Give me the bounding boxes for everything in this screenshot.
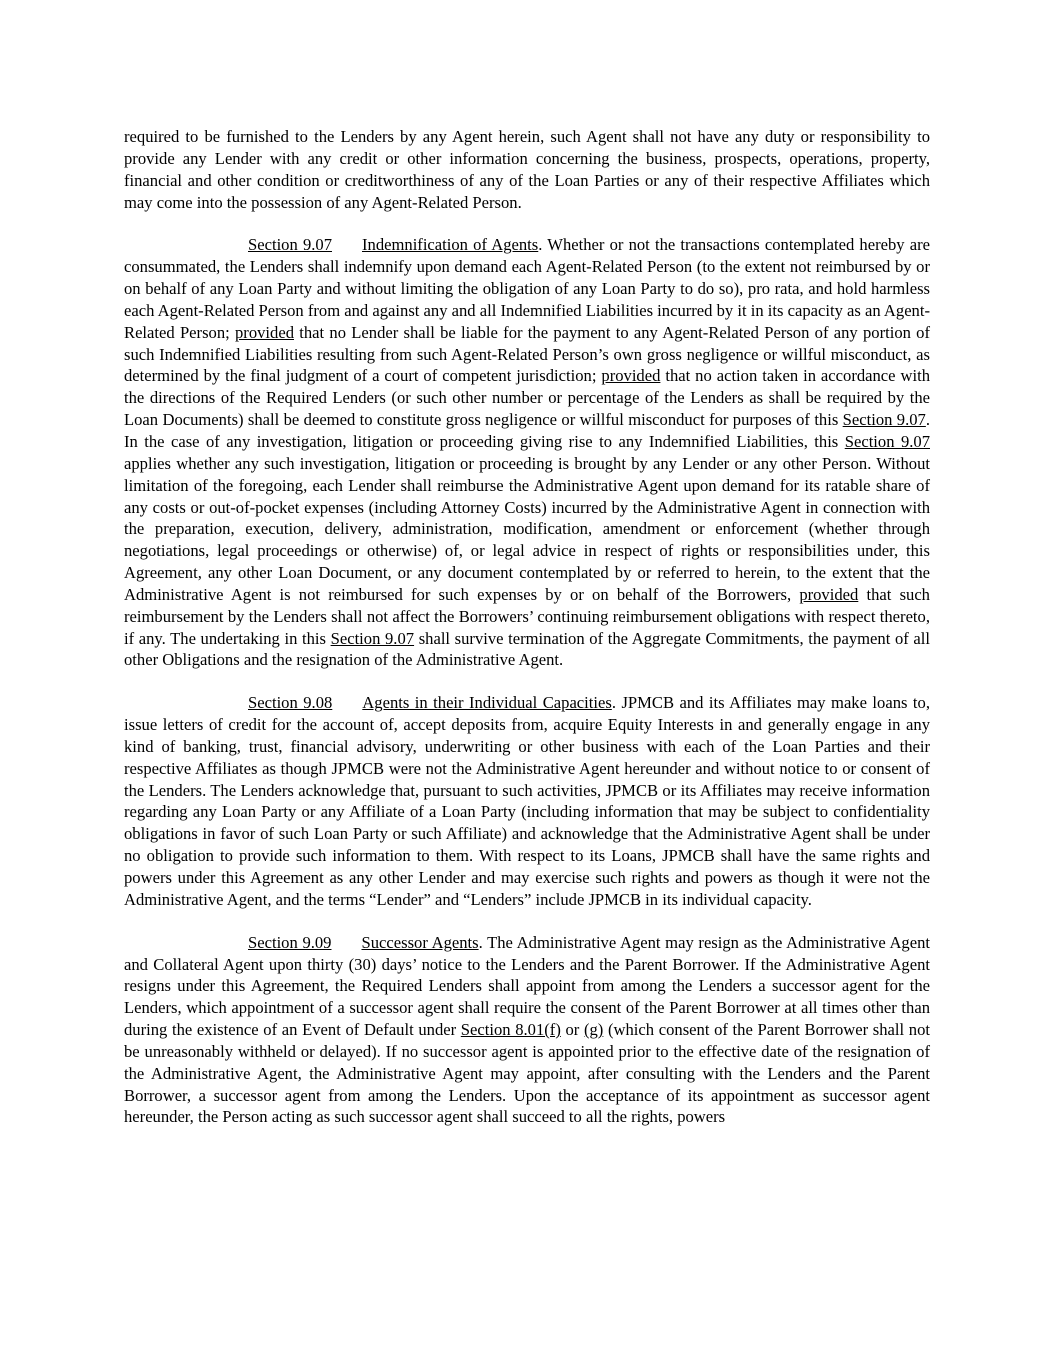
section-9-08-paragraph: [124, 692, 930, 910]
section-reference: (g): [583, 1020, 604, 1040]
body-text: that no Lender shall be liable for the payment to any Agent-Related Person of any portion of such Indemnified Liabilities resulting from such Agent-Related Person’s own gross negligence or willful misconduct, as determined by the final judgment of a court of competent jurisdiction;: [124, 322, 930, 386]
section-9-08-number: Section 9.08: [248, 693, 333, 713]
body-text: shall survive termination of the Aggregate Commitments, the payment of all other Obligations and the resignation of the Administrative Agent.: [124, 628, 930, 670]
body-text: that such reimbursement by the Lenders shall not affect the Borrowers’ continuing reimbursement obligations with respect thereto, if any. The undertaking in this: [124, 584, 930, 648]
body-text: (which consent of the Parent Borrower shall not be unreasonably withheld or delayed). If no successor agent is appointed prior to the effective date of the resignation of the Administrative Agent, the Administrative Agent may appoint, after consulting with the Lenders and the Parent Borrower, a successor agent from among the Lenders. Upon the acceptance of its appointment as successor agent hereunder, the Person acting as such successor agent shall succeed to all the rights, powers: [124, 1020, 930, 1127]
section-9-07-number: Section 9.07: [248, 235, 332, 255]
body-text: . In the case of any investigation, litigation or proceeding giving rise to any Indemnified Liabilities, this: [124, 410, 931, 451]
body-text: . The Administrative Agent may resign as the Administrative Agent and Collateral Agent upon thirty (30) days’ notice to the Lenders and the Parent Borrower. If the Administrative Agent resigns under this Agreement, the Required Lenders shall appoint from among the Lenders a successor agent for the Lenders, which appointment of a successor agent shall require the consent of the Parent Borrower at all times other than during the existence of an Event of Default under: [124, 932, 930, 1040]
section-reference: Section 8.01(f): [460, 1020, 561, 1040]
section-reference: Section 9.07: [842, 410, 926, 430]
provided-term: provided: [799, 584, 859, 604]
section-9-08-title: Agents in their Individual Capacities: [362, 693, 612, 713]
body-text: or: [560, 1020, 584, 1040]
provided-term: provided: [235, 322, 294, 342]
body-text: . JPMCB and its Affiliates may make loans to, issue letters of credit for the account of, accept deposits from, acquire Equity Interests in and generally engage in any kind of banking, trust, financial advisory, underwriting or other business with each of the Loan Parties and their respective Affiliates as though JPMCB were not the Administrative Agent hereunder and without notice to or consent of the Lenders. The Lenders acknowledge that, pursuant to such activities, JPMCB or its Affiliates may receive information regarding any Loan Party or any Affiliate of a Loan Party (including information that may be subject to confidentiality obligations in favor of such Loan Party or such Affiliate) and acknowledge that the Administrative Agent shall be under no obligation to provide such information to them. With respect to its Loans, JPMCB shall have the same rights and powers under this Agreement as any other Lender and may exercise such rights and powers as though it were not the Administrative Agent, and the terms “Lender” and “Lenders” include JPMCB in its individual capacity.: [124, 693, 930, 909]
body-text: applies whether any such investigation, litigation or proceeding is brought by any Lender or any other Person. Without limitation of the foregoing, each Lender shall reimburse the Administrative Agent upon demand for its ratable share of any costs or out-of-pocket expenses (including Attorney Costs) incurred by the Administrative Agent in connection with the preparation, execution, delivery, administration, modification, amendment or enforcement (whether through negotiations, legal proceedings or otherwise) of, or legal advice in respect of rights or responsibilities under, this Agreement, any other Loan Document, or any document contemplated by or referred to herein, to the extent that the Administrative Agent is not reimbursed for such expenses by or on behalf of the Borrowers,: [124, 453, 930, 604]
body-text: that no action taken in accordance with the directions of the Required Lenders (or such other number or percentage of the Lenders as shall be required by the Loan Documents) shall be deemed to constitute gross negligence or willful misconduct for purposes of this: [124, 366, 930, 430]
section-9-09-paragraph: [124, 932, 930, 1129]
section-9-09-title: Successor Agents: [361, 932, 479, 952]
section-reference: Section 9.07: [330, 628, 415, 648]
document-page: [124, 126, 930, 1149]
section-reference: Section 9.07: [844, 431, 930, 451]
body-text: . Whether or not the transactions contemplated hereby are consummated, the Lenders shall indemnify upon demand each Agent-Related Person (to the extent not reimbursed by or on behalf of any Loan Party and without limiting the obligation of any Loan Party to do so), pro rata, and hold harmless each Agent-Related Person from and against any and all Indemnified Liabilities incurred by it in its capacity as an Agent-Related Person;: [124, 235, 930, 342]
section-9-09-number: Section 9.09: [248, 932, 332, 952]
section-9-07-title: Indemnification of Agents: [362, 235, 539, 255]
provided-term: provided: [601, 366, 661, 386]
section-9-07-paragraph: [124, 234, 930, 671]
intro-paragraph: required to be furnished to the Lenders by any Agent herein, such Agent shall not have any duty or responsibility to provide any Lender with any credit or other information concerning the business, prospects, operations, property, financial and other condition or creditworthiness of any of the Loan Parties or any of their respective Affiliates which may come into the possession of any Agent-Related Person.: [124, 127, 930, 212]
